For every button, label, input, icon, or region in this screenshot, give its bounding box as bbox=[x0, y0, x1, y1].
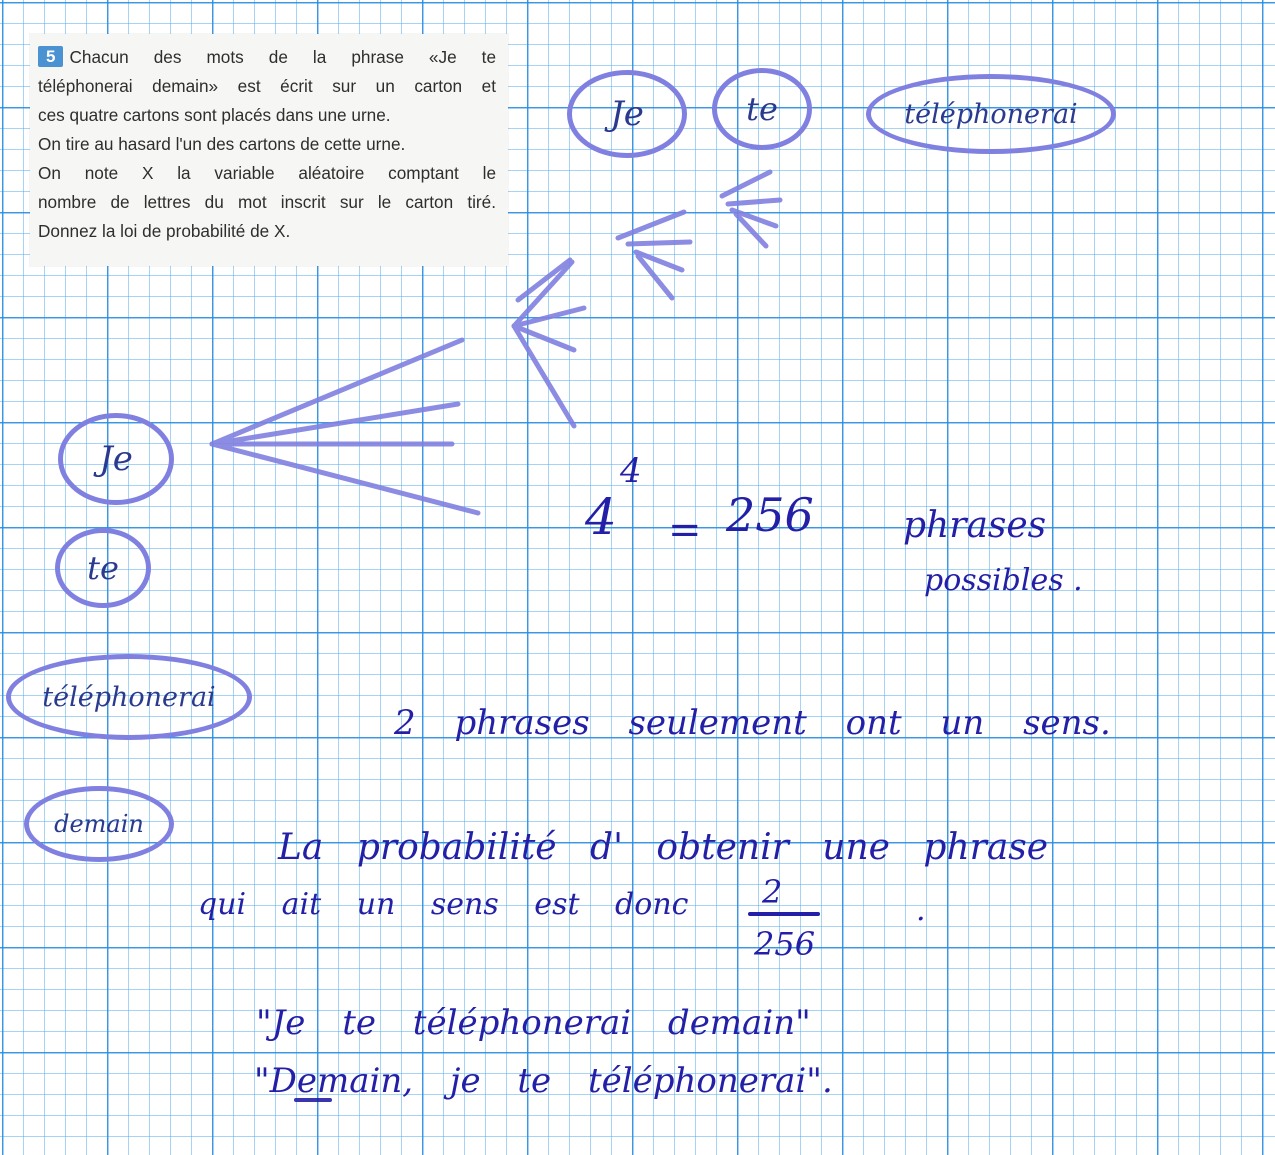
exercise-line-1: 5 Chacun des mots de la phrase «Je te bbox=[38, 43, 496, 72]
exercise-line-7: Donnez la loi de probabilité de X. bbox=[38, 221, 291, 241]
result-value: 256 bbox=[726, 488, 814, 542]
word-bubble-left-demain: demain bbox=[24, 786, 174, 862]
probability-line-1: La probabilité d' obtenir une phrase bbox=[278, 827, 1049, 868]
word-bubble-left-telephonerai: téléphonerai bbox=[6, 654, 252, 740]
word-bubble-top-je: Je bbox=[567, 70, 687, 158]
power-exponent: 4 bbox=[620, 451, 642, 491]
fraction-numerator: 2 bbox=[762, 873, 783, 911]
fraction-bar bbox=[748, 912, 820, 916]
exercise-line-3: ces quatre cartons sont placés dans une urne. bbox=[38, 105, 391, 125]
tree-branch bbox=[628, 242, 690, 244]
word-bubble-top-te: te bbox=[712, 68, 812, 150]
tree-branch bbox=[618, 212, 684, 238]
possibles-word: possibles . bbox=[924, 563, 1083, 598]
exercise-line-2: téléphonerai demain» est écrit sur un carton et bbox=[38, 76, 496, 96]
tree-branch bbox=[212, 404, 458, 444]
exercise-number-badge: 5 bbox=[38, 46, 63, 67]
example-sentence-2: "Demain, je te téléphonerai". bbox=[254, 1061, 833, 1101]
tree-branch bbox=[212, 340, 462, 444]
word-bubble-top-telephonerai: téléphonerai bbox=[866, 74, 1116, 154]
tree-branch bbox=[722, 172, 770, 196]
tree-branch bbox=[514, 326, 574, 426]
power-base: 4 bbox=[585, 488, 617, 546]
example-sentence-1: "Je te téléphonerai demain" bbox=[256, 1003, 811, 1043]
tree-branch bbox=[728, 200, 780, 204]
final-period: . bbox=[916, 893, 926, 928]
exercise-line-4: On tire au hasard l'un des cartons de cette urne. bbox=[38, 134, 406, 154]
exercise-line-6: nombre de lettres du mot inscrit sur le carton tiré. bbox=[38, 192, 496, 212]
word-bubble-left-je: Je bbox=[58, 413, 174, 505]
phrases-word: phrases bbox=[903, 505, 1047, 546]
equals-sign: = bbox=[668, 507, 702, 553]
fraction-denominator: 256 bbox=[754, 925, 816, 963]
sense-statement: 2 phrases seulement ont un sens. bbox=[394, 703, 1111, 743]
probability-line-2: qui ait un sens est donc bbox=[198, 887, 689, 922]
tree-branch bbox=[212, 444, 478, 513]
word-bubble-left-te: te bbox=[55, 528, 151, 608]
exercise-line-5: On note X la variable aléatoire comptant le bbox=[38, 163, 496, 183]
